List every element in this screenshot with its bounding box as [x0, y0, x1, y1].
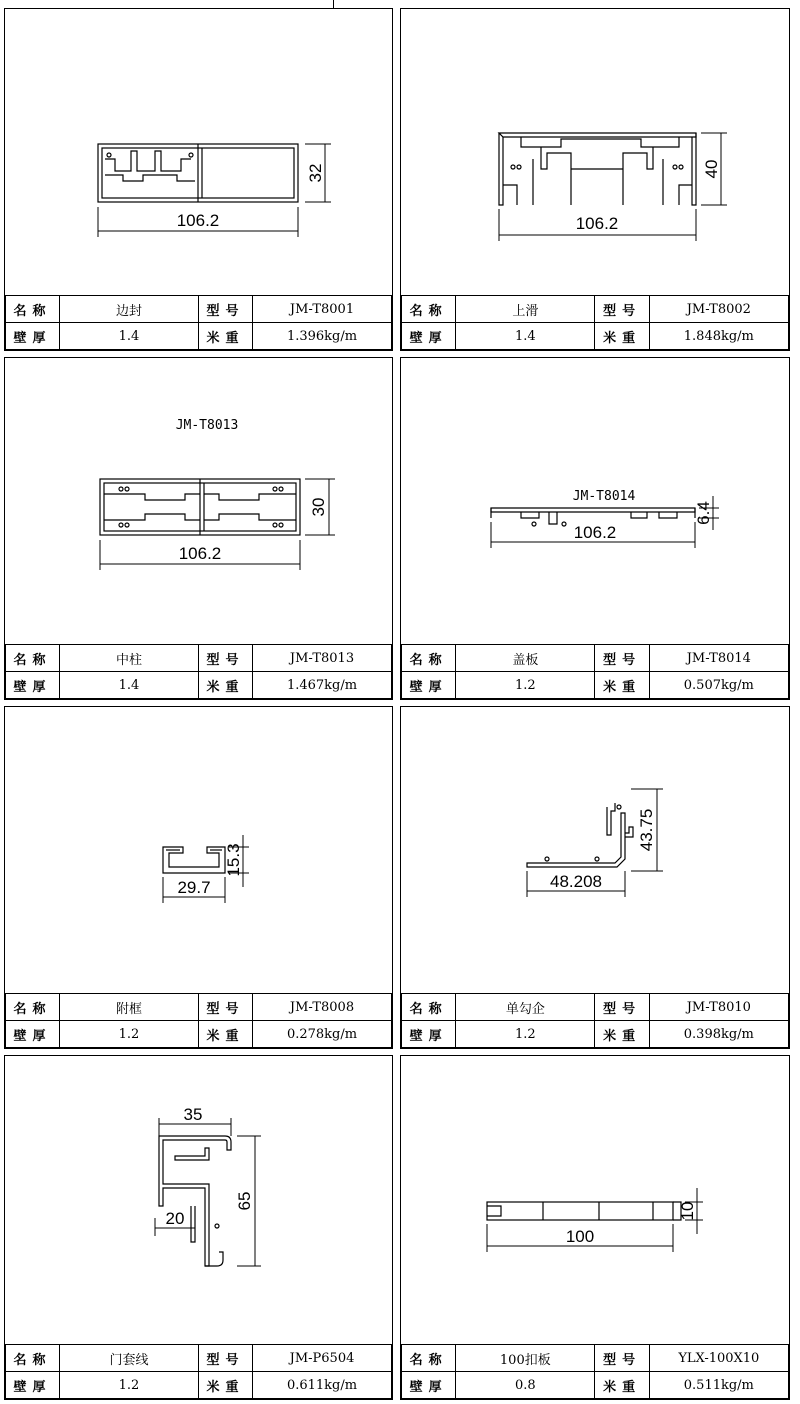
name-value: 边封: [60, 296, 199, 323]
profile-drawing: [401, 1056, 789, 1346]
model-value: JM-T8013: [253, 645, 392, 672]
model-value: JM-T8014: [649, 645, 788, 672]
profile-card-4[interactable]: [400, 357, 790, 700]
name-label: 名称: [6, 296, 60, 323]
spec-table: [5, 644, 392, 699]
model-caption: JM-T8014: [572, 489, 636, 504]
name-label: 名称: [402, 994, 456, 1021]
name-label: 名称: [402, 645, 456, 672]
thickness-value: 1.4: [60, 672, 199, 699]
width-label: 106.2: [573, 523, 617, 542]
weight-value: 0.398kg/m: [649, 1021, 788, 1048]
height-label: 10: [678, 1201, 697, 1221]
inner-width-label: 20: [165, 1209, 185, 1228]
profile-drawing-svg: [401, 707, 788, 995]
weight-value: 1.467kg/m: [253, 672, 392, 699]
profile-drawing: [401, 9, 789, 297]
width-label: 29.7: [177, 878, 211, 897]
profile-card-7[interactable]: [4, 1055, 393, 1400]
weight-label: 米重: [595, 1021, 649, 1048]
thickness-label: 壁厚: [6, 672, 60, 699]
profile-drawing: [5, 9, 392, 297]
profile-drawing-svg: [401, 358, 788, 646]
width-label: 35: [183, 1105, 203, 1124]
name-value: 上滑: [456, 296, 595, 323]
model-value: JM-T8002: [649, 296, 788, 323]
thickness-label: 壁厚: [402, 1021, 456, 1048]
spec-table: [401, 295, 789, 350]
profile-outline: [98, 144, 298, 202]
thickness-label: 壁厚: [402, 323, 456, 350]
weight-label: 米重: [198, 323, 252, 350]
profile-card-3[interactable]: [4, 357, 393, 700]
name-value: 附框: [60, 994, 199, 1021]
spec-table: [5, 295, 392, 350]
width-label: 106.2: [178, 544, 222, 563]
weight-value: 1.848kg/m: [649, 323, 788, 350]
profile-drawing: [5, 707, 392, 995]
thickness-label: 壁厚: [402, 1372, 456, 1399]
spec-table: [401, 644, 789, 699]
thickness-label: 壁厚: [6, 1021, 60, 1048]
model-caption: JM-T8013: [175, 418, 239, 433]
spec-table: [401, 993, 789, 1048]
profile-card-6[interactable]: [400, 706, 790, 1049]
width-label: 106.2: [575, 214, 619, 233]
profile-drawing-svg: [401, 1056, 788, 1346]
profile-outline: [159, 1136, 231, 1266]
profile-drawing-svg: [401, 9, 788, 297]
profile-drawing-svg: [5, 9, 391, 297]
weight-label: 米重: [198, 1021, 252, 1048]
thickness-label: 壁厚: [6, 323, 60, 350]
model-value: JM-P6504: [253, 1345, 392, 1372]
weight-value: 0.507kg/m: [649, 672, 788, 699]
profile-drawing: [5, 358, 392, 646]
model-value: JM-T8008: [253, 994, 392, 1021]
weight-value: 0.278kg/m: [253, 1021, 392, 1048]
profile-card-2[interactable]: [400, 8, 790, 351]
profile-card-1[interactable]: [4, 8, 393, 351]
spec-table: [5, 1344, 392, 1399]
thickness-label: 壁厚: [6, 1372, 60, 1399]
spec-table: [401, 1344, 789, 1399]
profile-card-5[interactable]: [4, 706, 393, 1049]
weight-label: 米重: [595, 1372, 649, 1399]
height-label: 15.3: [224, 843, 243, 877]
name-label: 名称: [402, 296, 456, 323]
name-value: 中柱: [60, 645, 199, 672]
weight-label: 米重: [595, 323, 649, 350]
name-label: 名称: [6, 994, 60, 1021]
thickness-value: 1.2: [60, 1021, 199, 1048]
model-label: 型号: [595, 296, 649, 323]
height-label: 6.4: [694, 501, 713, 525]
model-value: JM-T8010: [649, 994, 788, 1021]
thickness-value: 1.4: [456, 323, 595, 350]
name-value: 100扣板: [456, 1345, 595, 1372]
height-label: 65: [235, 1191, 254, 1211]
top-tick-mark: [333, 0, 334, 8]
height-label: 32: [306, 163, 325, 183]
profile-drawing-svg: [5, 1056, 391, 1346]
profile-outline: [499, 133, 696, 205]
thickness-value: 1.2: [456, 672, 595, 699]
height-label: 43.75: [637, 808, 656, 852]
thickness-value: 1.2: [60, 1372, 199, 1399]
profile-outline: [527, 803, 633, 867]
profile-outline: [100, 479, 300, 535]
profile-card-8[interactable]: [400, 1055, 790, 1400]
model-label: 型号: [595, 645, 649, 672]
name-value: 门套线: [60, 1345, 199, 1372]
weight-label: 米重: [198, 672, 252, 699]
profile-outline: [487, 1202, 681, 1220]
width-label: 106.2: [176, 211, 220, 230]
profile-drawing: [401, 707, 789, 995]
thickness-label: 壁厚: [402, 672, 456, 699]
weight-value: 1.396kg/m: [253, 323, 392, 350]
width-label: 100: [565, 1227, 595, 1246]
profile-drawing: [5, 1056, 392, 1346]
name-label: 名称: [402, 1345, 456, 1372]
thickness-value: 0.8: [456, 1372, 595, 1399]
model-label: 型号: [595, 1345, 649, 1372]
width-label: 48.208: [550, 872, 602, 891]
weight-value: 0.611kg/m: [253, 1372, 392, 1399]
model-value: YLX-100X10: [649, 1345, 788, 1372]
weight-label: 米重: [595, 672, 649, 699]
weight-value: 0.511kg/m: [649, 1372, 788, 1399]
profile-drawing: [401, 358, 789, 646]
model-value: JM-T8001: [253, 296, 392, 323]
model-label: 型号: [198, 1345, 252, 1372]
height-label: 40: [702, 159, 721, 179]
profile-drawing-svg: [5, 358, 391, 646]
profile-outline: [163, 847, 225, 873]
thickness-value: 1.2: [456, 1021, 595, 1048]
weight-label: 米重: [198, 1372, 252, 1399]
name-label: 名称: [6, 645, 60, 672]
model-label: 型号: [198, 994, 252, 1021]
model-label: 型号: [198, 645, 252, 672]
profile-drawing-svg: [5, 707, 391, 995]
name-value: 单勾企: [456, 994, 595, 1021]
model-label: 型号: [198, 296, 252, 323]
model-label: 型号: [595, 994, 649, 1021]
name-value: 盖板: [456, 645, 595, 672]
thickness-value: 1.4: [60, 323, 199, 350]
spec-table: [5, 993, 392, 1048]
name-label: 名称: [6, 1345, 60, 1372]
height-label: 30: [309, 497, 328, 517]
